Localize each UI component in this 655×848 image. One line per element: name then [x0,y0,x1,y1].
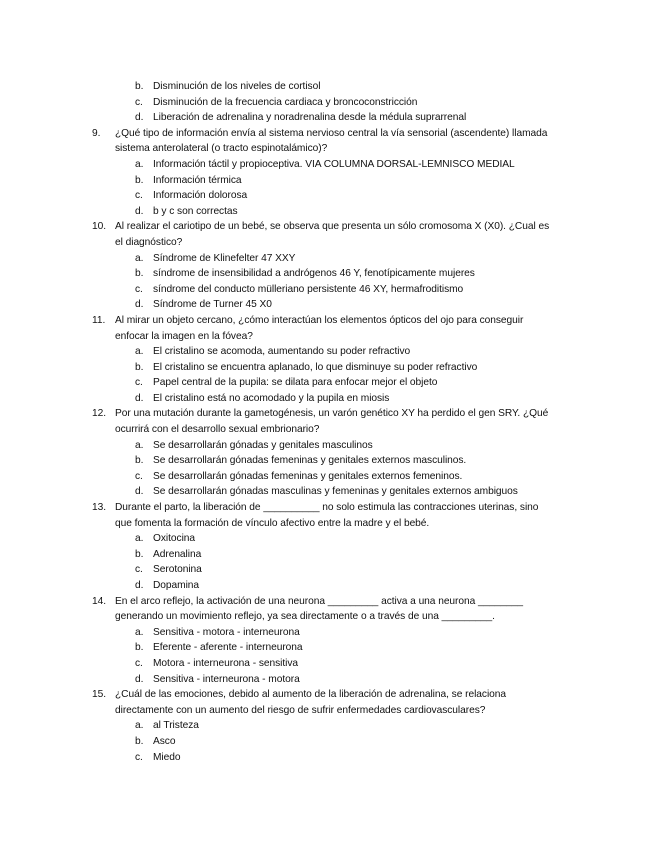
question-stem [92,594,562,625]
option-row [92,640,562,656]
question-line: Al mirar un objeto cercano, ¿cómo interactúan los elementos ópticos del ojo para conseguir [115,314,524,326]
question-text [115,219,562,250]
option-text: Sensitiva - interneurona - motora [153,673,300,685]
question-line: generando un movimiento reflejo, ya sea directamente o a través de una _________. [115,611,495,623]
question-12 [92,406,562,500]
question-line: En el arco reflejo, la activación de una neurona _________ activa a una neurona ________ [115,595,523,607]
option-text: Información táctil y propioceptiva. VIA COLUMNA DORSAL-LEMNISCO MEDIAL [153,158,515,170]
option-text: Se desarrollarán gónadas masculinas y femeninas y genitales externos ambiguos [153,486,518,498]
option-row [92,266,562,282]
option-letter: a. [135,720,144,732]
option-text: Papel central de la pupila: se dilata para enfocar mejor el objeto [153,377,438,389]
option-text: síndrome de insensibilidad a andrógenos 46 Y, fenotípicamente mujeres [153,268,475,280]
option-text: b y c son correctas [153,205,238,217]
option-row [92,438,562,454]
option-row [92,157,562,173]
option-text: Dopamina [153,580,200,591]
option-text: Se desarrollarán gónadas y genitales masculinos [153,439,373,451]
option-letter: b. [135,174,144,186]
option-row [92,173,562,189]
question-text [115,126,562,157]
option-row [92,251,562,267]
option-letter: b. [135,455,144,467]
question-15 [92,687,562,765]
option-text: Oxitocina [153,533,196,545]
option-row [92,360,562,376]
option-letter: a. [135,439,144,451]
option-letter: d. [135,486,144,498]
option-row [92,469,562,485]
option-letter: b. [135,735,144,747]
option-letter: c. [135,190,143,202]
option-letter: b. [135,548,144,560]
question-text [115,500,562,531]
option-text: Sensitiva - motora - interneurona [153,626,300,638]
option-letter: a. [135,252,144,264]
option-letter: d. [135,580,144,591]
option-text: Disminución de la frecuencia cardiaca y broncoconstricción [153,96,418,108]
question-number: 12. [92,408,107,420]
question-9 [92,126,562,220]
option-row [92,110,562,126]
option-text: Serotonina [153,564,202,576]
option-letter: c. [135,470,143,482]
option-letter: b. [135,268,144,280]
question-11 [92,313,562,407]
option-letter: c. [135,96,143,108]
option-letter: b. [135,642,144,654]
option-text: Síndrome de Turner 45 X0 [153,299,272,311]
option-row [92,531,562,547]
question-number: 11. [92,314,106,326]
question-list [92,79,562,765]
option-row [92,188,562,204]
question-line: ocurrirá con el desarrollo sexual embrionario? [115,424,320,436]
option-row [92,656,562,672]
option-text: Adrenalina [153,548,202,560]
option-letter: c. [135,283,143,295]
option-letter: a. [135,158,144,170]
option-row [92,391,562,407]
option-text: El cristalino se acomoda, aumentando su poder refractivo [153,346,411,358]
question-text [115,406,562,437]
question-line: Al realizar el cariotipo de un bebé, se observa que presenta un sólo cromosoma X (X0). ¿Cual es [115,221,550,233]
option-row [92,734,562,750]
option-row [92,453,562,469]
option-text: Se desarrollarán gónadas femeninas y genitales externos femeninos. [153,470,463,482]
option-row [92,282,562,298]
option-text: Se desarrollarán gónadas femeninas y genitales externos masculinos. [153,455,467,467]
option-text: Asco [153,735,176,747]
option-letter: b. [135,81,144,92]
question-stem [92,126,562,157]
question-line: ¿Cuál de las emociones, debido al aumento de la liberación de adrenalina, se relaciona [115,689,506,701]
option-letter: d. [135,205,144,217]
continuation-block [92,79,562,126]
question-number: 14. [92,595,107,607]
question-stem [92,219,562,250]
option-letter: d. [135,112,144,124]
question-line: el diagnóstico? [115,236,183,248]
option-row [92,672,562,688]
option-row [92,297,562,313]
option-letter: d. [135,299,144,311]
option-row [92,204,562,220]
option-text: al Tristeza [153,720,199,732]
question-line: enfocar la imagen en la fóvea? [115,330,253,342]
option-text: Liberación de adrenalina y noradrenalina desde la médula suprarrenal [153,112,467,124]
question-line: que fomenta la formación de vínculo afectivo entre la madre y el bebé. [115,517,430,529]
question-text [115,594,562,625]
option-text: Disminución de los niveles de cortisol [153,81,321,92]
option-text: síndrome del conducto mülleriano persistente 46 XY, hermafroditismo [153,283,464,295]
question-line: Por una mutación durante la gametogénesis, un varón genético XY ha perdido el gen SRY. ¿Qué [115,408,549,420]
option-row [92,484,562,500]
question-line: ¿Qué tipo de información envía al sistema nervioso central la vía sensorial (ascendente) llamada [115,127,548,139]
option-text: Síndrome de Klinefelter 47 XXY [153,252,296,264]
option-letter: d. [135,673,144,685]
option-letter: a. [135,533,144,545]
option-letter: c. [135,751,143,763]
option-row [92,375,562,391]
question-number: 9. [92,127,101,139]
option-row [92,750,562,766]
question-number: 10. [92,221,107,233]
question-number: 13. [92,502,107,514]
option-letter: c. [135,377,143,389]
option-text: Información térmica [153,174,242,186]
option-letter: c. [135,564,143,576]
question-line: Durante el parto, la liberación de __________ no solo estimula las contracciones uterinas, sino [115,502,539,514]
question-stem [92,313,562,344]
question-text [115,313,562,344]
question-line: sistema anterolateral (o tracto espinotalámico)? [115,143,328,155]
option-row [92,547,562,563]
question-stem [92,500,562,531]
option-letter: c. [135,657,143,669]
question-10 [92,219,562,313]
option-letter: b. [135,361,144,373]
option-text: Motora - interneurona - sensitiva [153,657,299,669]
question-number: 15. [92,689,107,701]
option-text: Miedo [153,751,181,763]
option-text: Información dolorosa [153,190,248,202]
question-13 [92,500,562,594]
option-row [92,625,562,641]
question-line: directamente con un aumento del riesgo de sufrir enfermedades cardiovasculares? [115,704,486,716]
option-row [92,562,562,578]
option-row [92,79,562,95]
question-stem [92,406,562,437]
option-text: Eferente - aferente - interneurona [153,642,303,654]
question-text [115,687,562,718]
option-text: El cristalino se encuentra aplanado, lo que disminuye su poder refractivo [153,361,478,373]
option-row [92,95,562,111]
option-row [92,718,562,734]
question-stem [92,687,562,718]
option-row [92,344,562,360]
option-text: El cristalino está no acomodado y la pupila en miosis [153,392,390,404]
option-row [92,578,562,594]
option-letter: a. [135,346,144,358]
option-letter: d. [135,392,144,404]
question-14 [92,594,562,688]
option-letter: a. [135,626,144,638]
